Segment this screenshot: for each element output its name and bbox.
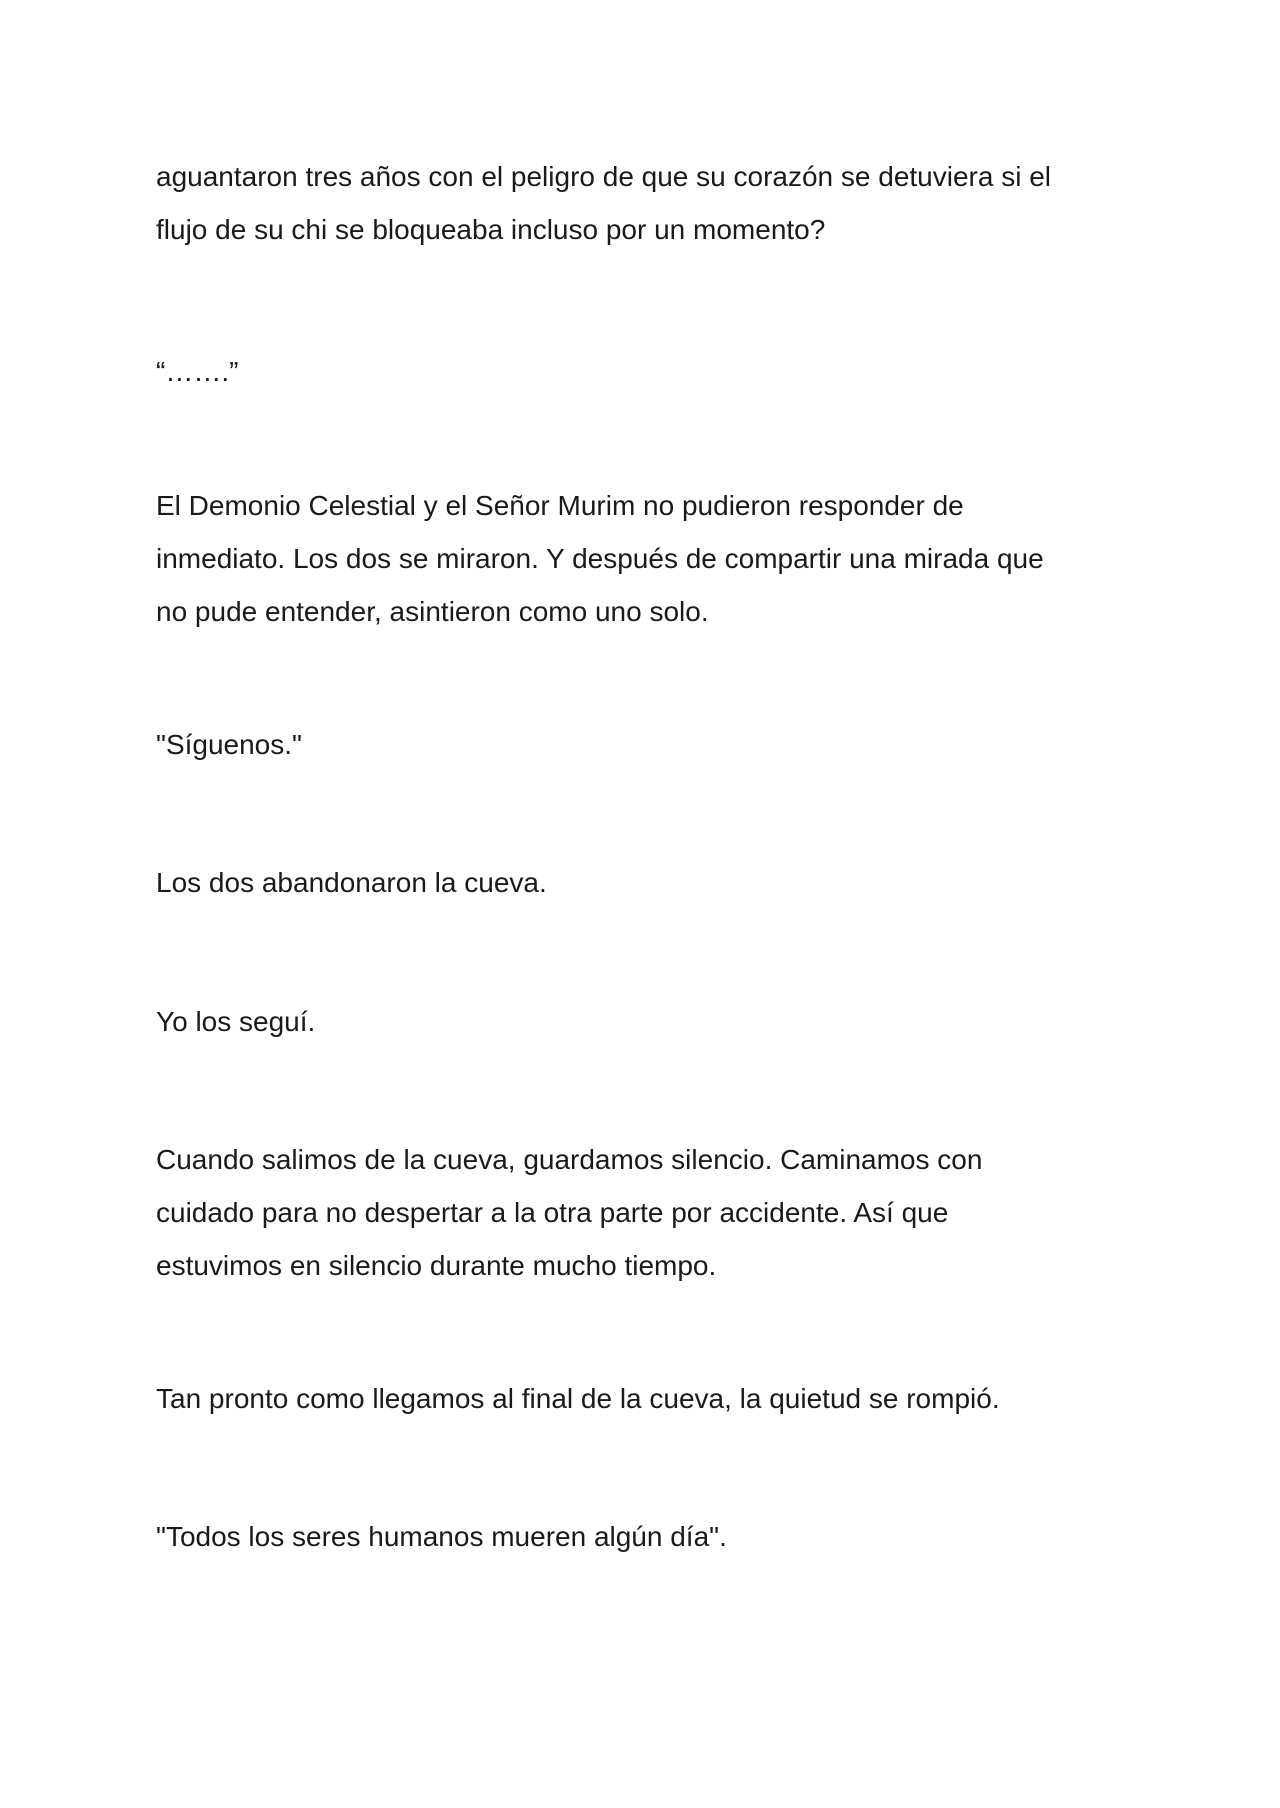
- paragraph-line: "Síguenos.": [156, 729, 302, 760]
- paragraph-8: [156, 1372, 1136, 1425]
- paragraph-2: [156, 345, 1136, 398]
- paragraph-line: cuidado para no despertar a la otra parte por accidente. Así que: [156, 1197, 949, 1228]
- paragraph-line: estuvimos en silencio durante mucho tiempo.: [156, 1250, 717, 1281]
- paragraph-line: Yo los seguí.: [156, 1006, 316, 1037]
- paragraph-line: flujo de su chi se bloqueaba incluso por un momento?: [156, 214, 826, 245]
- paragraph-line: “…….”: [156, 356, 239, 387]
- paragraph-line: aguantaron tres años con el peligro de que su corazón se detuviera si el: [156, 161, 1052, 192]
- paragraph-4: [156, 718, 1136, 771]
- paragraph-line: Tan pronto como llegamos al final de la cueva, la quietud se rompió.: [156, 1383, 1000, 1414]
- paragraph-line: Cuando salimos de la cueva, guardamos silencio. Caminamos con: [156, 1144, 983, 1175]
- paragraph-line: inmediato. Los dos se miraron. Y después de compartir una mirada que: [156, 543, 1044, 574]
- paragraph-line: no pude entender, asintieron como uno solo.: [156, 596, 709, 627]
- paragraph-1: [156, 150, 1136, 256]
- paragraph-line: "Todos los seres humanos mueren algún día".: [156, 1521, 727, 1552]
- paragraph-line: Los dos abandonaron la cueva.: [156, 867, 547, 898]
- paragraph-6: [156, 995, 1136, 1048]
- paragraph-line: El Demonio Celestial y el Señor Murim no pudieron responder de: [156, 490, 964, 521]
- paragraph-9: [156, 1510, 1136, 1563]
- paragraph-7: [156, 1133, 1136, 1292]
- paragraph-5: [156, 856, 1136, 909]
- paragraph-3: [156, 479, 1136, 638]
